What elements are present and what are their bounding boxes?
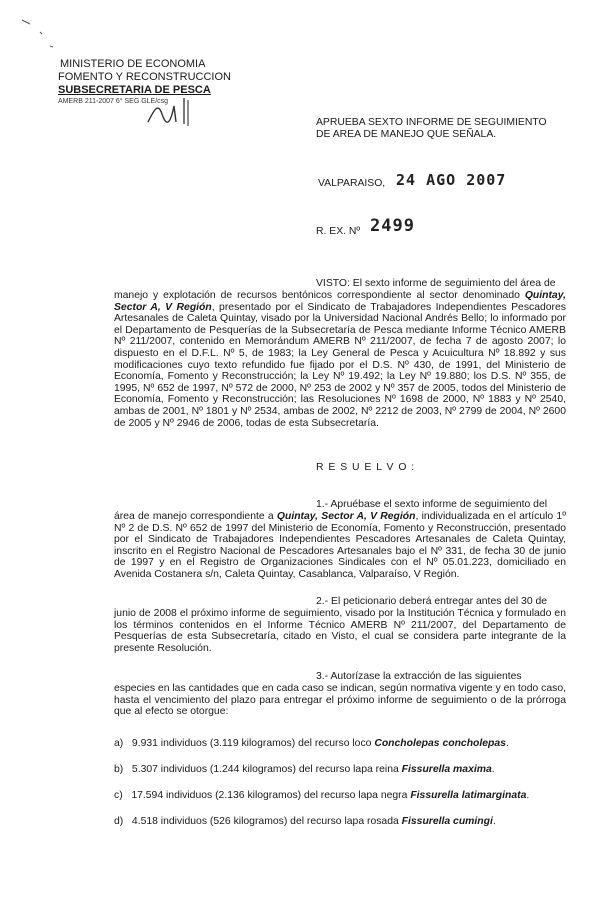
signature-mark [140,92,200,132]
ministry-line: MINISTERIO DE ECONOMIA [60,58,206,70]
point-1-text-a: área de manejo correspondiente a [114,511,277,522]
list-item [114,816,496,828]
point-3-paragraph: especies en las cantidades que en cada caso se indican, según normativa vigente y en todo caso, hasta el vencimiento del plazo para entregar el próximo informe de seguimiento o de la prórroga que al efecto se otorgue: [114,683,566,718]
resolution-number: 2499 [370,216,415,236]
item-text: 4.518 individuos (526 kilogramos) del recurso lapa rosada [131,816,402,827]
title-line-2: DE AREA DE MANEJO QUE SEÑALA. [316,129,497,140]
resolution-label: R. EX. Nº [316,226,361,237]
ministry-line-2: FOMENTO Y RECONSTRUCCION [58,71,231,83]
visto-sector: Quintay, Sector A, V Región [114,290,566,313]
list-item [114,764,495,776]
item-letter: c) [114,790,123,801]
date-stamp: 24 AGO 2007 [396,171,507,189]
point-2-lead: 2.- El peticionario deberá entregar antes del 30 de [316,596,548,607]
item-text: 9.931 individuos (3.119 kilogramos) del recurso loco [131,738,375,749]
item-species: Fissurella cumingi [401,816,493,827]
visto-text-b: , presentado por el Sindicato de Trabajadores Independientes Pescadores Artesanales de Caleta Quintay, visado por la Universidad Nacional Andrés Bello; lo informado por el Departamento de Pesquerías de la Subsecretaría de Pesca mediante Informe Técnico AMERB Nº 211/2007, contenido en Memorándum AMERB Nº 211/2007, de fecha 7 de agosto 2007; lo dispuesto en el D.F.L. Nº 5, de 1983; la Ley General de Pesca y Acuicultura Nº 18.892 y sus modificaciones cuyo texto refundido fue fijado por el D.S. Nº 430, de 1991, del Ministerio de Economía, Fomento y Reconstrucción; la Ley Nº 19.492; la Ley Nº 19.880; los D.S. Nº 355, de 1995, Nº 652 de 1997, Nº 572 de 2000, Nº 253 de 2002 y Nº 357 de 2005, todos del Ministerio de Economía, Fomento y Reconstrucción; las Resoluciones Nº 1698 de 2000, Nº 1883 y Nº 2540, ambas de 2001, Nº 1801 y Nº 2534, ambas de 2002, Nº 2212 de 2003, Nº 2799 de 2004, Nº 2600 de 2005 y Nº 2946 de 2006, todas de esta Subsecretaría. [114,301,566,429]
item-text: 5.307 individuos (1.244 kilogramos) del recurso lapa reina [131,764,402,775]
item-end: . [505,738,509,749]
point-1-text-b: , individualizada en el artículo 1º Nº 2 de D.S. Nº 652 de 1997 del Ministerio de Economía, Fomento y Reconstrucción, presentado por el Sindicato de Trabajadores Independientes Pescadores Artesanales de Caleta Quintay, inscrito en el Registro Nacional de Pescadores Artesanales bajo el Nº 331, de fecha 30 de junio de 1997 y en el Registro de Organizaciones Sindicales con el Nº 05.01.223, domiciliado en Avenida Costanera s/n, Caleta Quintay, Casablanca, Valparaíso, V Región. [114,511,566,580]
subsecretaria-line: SUBSECRETARIA DE PESCA [58,84,211,96]
list-item [114,790,529,802]
list-item [114,738,509,750]
point-2-paragraph: junio de 2008 el próximo informe de seguimiento, visado por la Institución Técnica y formulado en los términos contenidos en el Informe Técnico AMERB Nº 211/2007, del Departamento de Pesquerías de esta Subsecretaría, citado en Visto, el cual se considera parte integrante de la presente Resolución. [114,608,566,654]
item-letter: d) [114,816,124,827]
point-1-sector: Quintay, Sector A, V Región [276,511,416,522]
title-line-1: APRUEBA SEXTO INFORME DE SEGUIMIENTO [316,117,547,128]
item-end: . [491,764,495,775]
date-place: VALPARAISO, [318,178,386,189]
visto-lead: VISTO: El sexto informe de seguimiento del área de [316,278,556,289]
item-species: Concholepas concholepas [374,738,506,749]
resuelvo-heading: R E S U E L V O : [316,462,416,473]
visto-paragraph [114,290,566,429]
item-species: Fissurella maxima [401,764,492,775]
item-text: 17.594 individuos (2.136 kilogramos) del recurso lapa negra [131,790,411,801]
item-letter: a) [114,738,124,749]
point-1-lead: 1.- Apruébase el sexto informe de seguimiento del [316,499,548,510]
item-end: . [526,790,530,801]
item-letter: b) [114,764,124,775]
reference-code: AMERB 211-2007 6° SEG GLE/csg [58,98,169,105]
visto-text-a: manejo y explotación de recursos bentónicos correspondiente al sector denominado [114,290,525,301]
item-species: Fissurella latimarginata [410,790,527,801]
point-3-lead: 3.- Autorízase la extracción de las siguientes [316,671,522,682]
point-1-paragraph [114,511,566,581]
item-end: . [492,816,496,827]
corner-scribble [0,0,80,70]
